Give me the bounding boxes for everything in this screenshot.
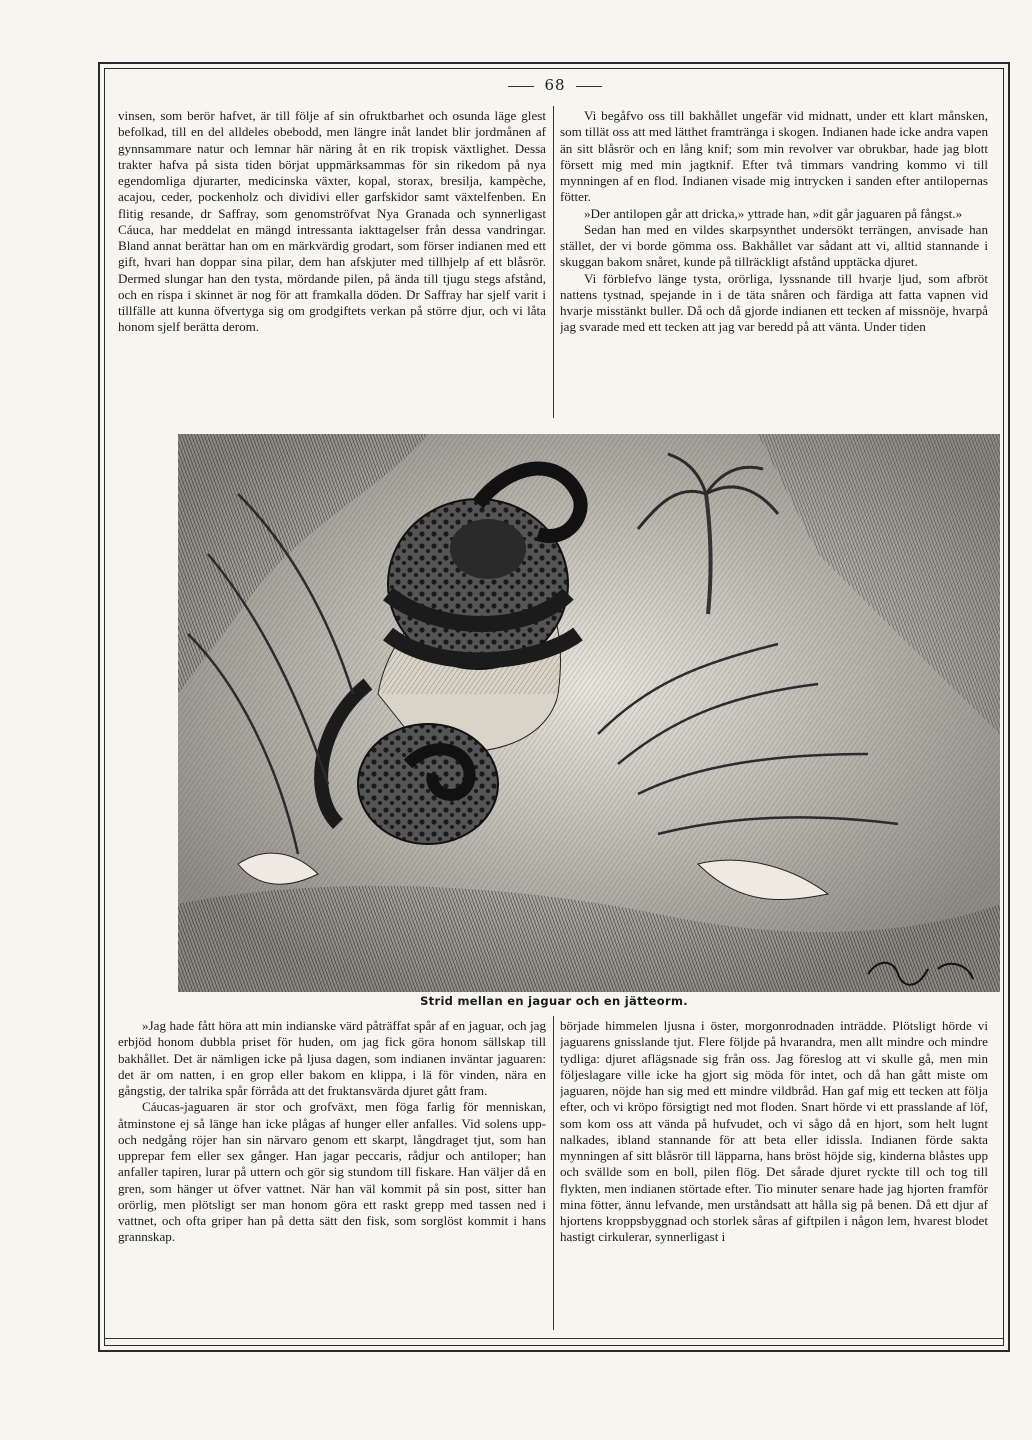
paragraph: Vi begåfvo oss till bakhållet ungefär vid midnatt, under ett klart månsken, som tillät oss att med lätthet framtränga i skogen. Indianen hade icke andra vapen än sitt blåsrör och en lång knif; som min revolver var obrukbar, hade jag blott försett mig med min jagtknif. Efter två timmars vandring kommo vi till mynningen af en flod. Indianen visade mig intrycken i sanden efter antilopernas fötter.: [560, 108, 988, 205]
text-column-bottom-left: [118, 1018, 546, 1328]
paragraph: började himmelen ljusna i öster, morgonrodnaden inträdde. Plötsligt hörde vi jaguarens gnisslande tjut. Flere följde på hvarandra, men allt mindre och mindre tydliga: djuret aflägsnade sig från oss. Jag föreslog att vi skulle gå, men min följeslagare ville icke ha gjort sig möda för intet, och då han gått miste om jaguaren, nöjde han sig med ett mindre vildbråd. Han gaf mig ett tecken att följa efter, och vi kröpo försigtigt ned mot floden. Snart hörde vi ett prasslande af löf, som kom oss att vända på hufvudet, och vi sågo då en hjort, som helt lugnt nalkades, ibland stannande för att beta eller idissla. Indianen förde sakta mynningen af sitt blåsrör till läpparna, hans bröst höjde sig, kinderna blåstes upp och svällde som en boll, pilen flög. Det sårade djuret ryckte till och tog till flykten, men indianen störtade efter. Tio minuter senare hade jag hjorten framför mina fötter, ännu lefvande, men urståndsatt att hålla sig på benen. Då ett djur af hjortens kroppsbyggnad och storlek såras af giftpilen i någon lem, hvarest blodet hastigt cirkulerar, synnerligast i: [560, 1018, 988, 1245]
figure-caption: Strid mellan en jaguar och en jätteorm.: [420, 994, 688, 1008]
column-divider: [553, 1016, 554, 1330]
page-number: 68: [0, 76, 1032, 94]
bottom-rule: [104, 1338, 1004, 1339]
paragraph: »Jag hade fått höra att min indianske värd påträffat spår af en jaguar, och jag erbjöd honom dubbla priset för huden, om jag fick göra honom sällskap till bakhållet. Det är nämligen icke på ljusa dagen, som indianen inväntar jaguaren: det är om natten, i en grop eller bakom en klippa, i lä för vinden, nära en gångstig, der talrika spår förråda att det fruktansvärda djuret gått fram.: [118, 1018, 546, 1098]
paragraph: Vi förblefvo länge tysta, orörliga, lyssnande till hvarje ljud, som afbröt nattens tystnad, spejande in i de täta snåren och färdiga att fatta vapnen vid hvarje misstänkt buller. Då och då gjorde indianen ett tecken af missnöje, hvarpå jag svarade med ett tecken att jag var beredd på att vänta. Under tiden: [560, 270, 988, 335]
paragraph: Cáucas-jaguaren är stor och grofväxt, men föga farlig för menniskan, åtminstone ej så länge han icke plågas af hunger eller anfalles. Vid solens upp- och nedgång röjer han sin närvaro genom ett skarpt, långdraget tjut, som han upprepar fem eller sex gånger. Han jagar peccaris, rådjur och antiloper; han anfaller tapiren, lurar på uttern och gör sig stundom till fiskare. Han väljer då en gren, som hänger ut öfver vattnet. När han väl kommit på sin post, sitter han orörlig, men plötsligt ser man honom göra ett raskt grepp med tassen ned i vattnet, och ofta griper han på detta sätt den fisk, som sorglöst kommit i hans grannskap.: [118, 1099, 546, 1245]
engraving-illustration: [178, 434, 1000, 992]
text-column-top-left: [118, 108, 546, 416]
paragraph: Sedan han med en vildes skarpsynthet undersökt terrängen, anvisade han stället, der vi borde gömma oss. Bakhållet var sådant att vi, alltid stannande i skuggan bakom snåret, kunde på tillräckligt afstånd upptäcka djuret.: [560, 221, 988, 270]
text-column-top-right: [560, 108, 988, 416]
paragraph: vinsen, som berör hafvet, är till följe af sin ofruktbarhet och osunda läge glest befolkad, till en del alldeles obebodd, men längre inåt landet blir jordmånen af gynnsammare natur och lemnar här näring åt en rik tropisk växtlighet. Dessa trakter hafva på sista tiden börjat uppmärksammas för sin rikedom på nya egendomliga djurarter, medicinska växter, kopal, storax, bresilja, kampèche, acajou, ceder, pockenholz och dividivi eller garfskidor samt växtelfenben. En flitig resande, dr Saffray, som genomströfvat Nya Granada och synnerligast Cáuca, har meddelat en mängd intressanta iakttagelser från dessa vandringar. Bland annat berättar han om en märkvärdig grodart, som förser indianen med ett gift, hvari han doppar sina pilar, dem han afskjuter med tillhjelp af ett blåsrör. Dermed slungar han den tysta, mördande pilen, på ända till tjugu stegs afstånd, och en rispa i skinnet är nog för att framkalla döden. Dr Saffray har sjelf varit i tillfälle att kunna öfvertyga sig om grodgiftets verkan på större djur, och vi låta honom sjelf berätta derom.: [118, 108, 546, 335]
text-column-bottom-right: [560, 1018, 988, 1328]
paragraph: »Der antilopen går att dricka,» yttrade han, »dit går jaguaren på fångst.»: [584, 205, 963, 221]
column-divider: [553, 106, 554, 418]
